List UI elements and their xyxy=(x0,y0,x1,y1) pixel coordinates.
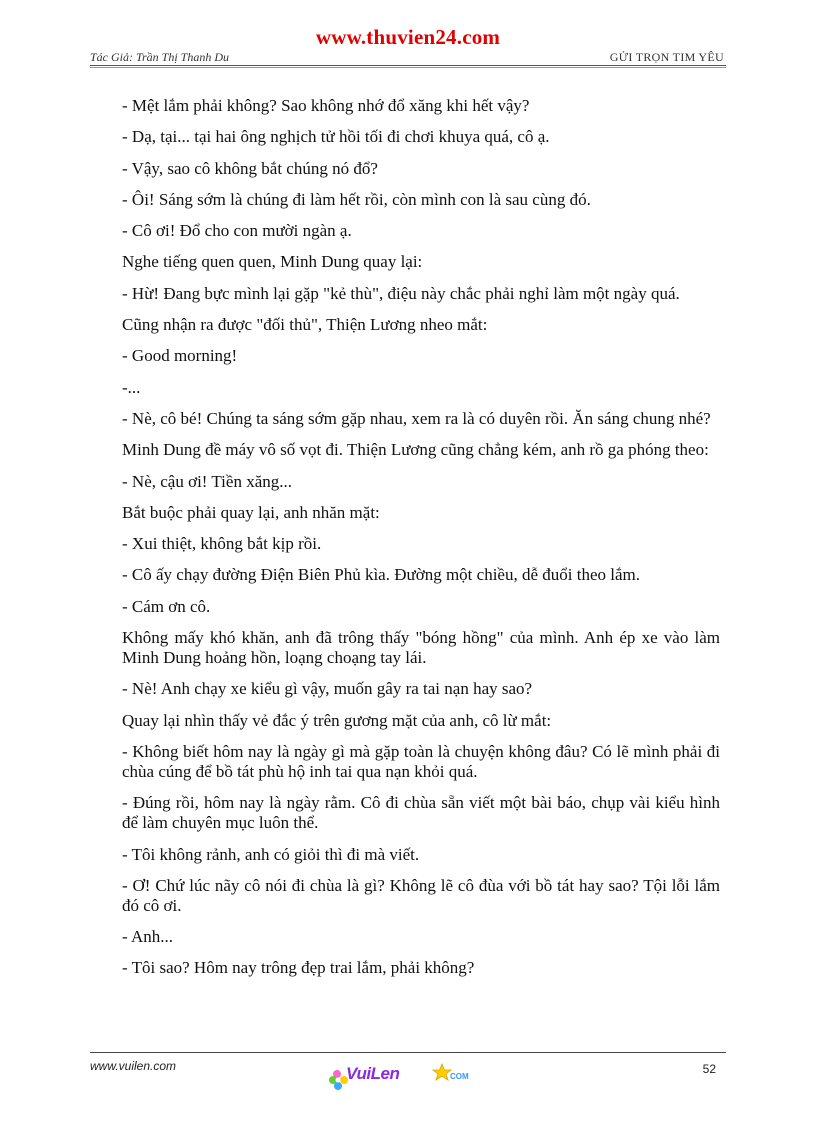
paragraph: - Mệt lắm phải không? Sao không nhớ đổ xăng khi hết vậy? xyxy=(122,96,530,115)
paragraph: Không mấy khó khăn, anh đã trông thấy "bóng hồng" của mình. Anh ép xe vào làm Minh Dung hoảng hồn, loạng choạng tay lái. xyxy=(122,628,720,668)
paragraph: Quay lại nhìn thấy vẻ đắc ý trên gương mặt của anh, cô lừ mắt: xyxy=(122,710,552,730)
paragraph: - Vậy, sao cô không bắt chúng nó đổ? xyxy=(122,158,378,178)
vuilen-logo[interactable] xyxy=(328,1060,488,1098)
footer-divider xyxy=(90,1052,726,1053)
paragraph: - Tôi không rảnh, anh có giỏi thì đi mà viết. xyxy=(122,844,420,864)
paragraph: - Xui thiệt, không bắt kịp rồi. xyxy=(122,534,322,554)
paragraph: - Ơ! Chứ lúc nãy cô nói đi chùa là gì? Không lẽ cô đùa với bồ tát hay sao? Tội lỗi lắm đó cô ơi. xyxy=(122,875,720,915)
paragraph: - Nè, cậu ơi! Tiền xăng... xyxy=(122,471,292,491)
header-site-url[interactable]: www.thuvien24.com xyxy=(315,25,501,49)
paragraph: - Hừ! Đang bực mình lại gặp "kẻ thù", điệu này chắc phải nghỉ làm một ngày quá. xyxy=(122,283,680,303)
paragraph: - Dạ, tại... tại hai ông nghịch tử hồi tối đi chơi khuya quá, cô ạ. xyxy=(122,127,550,147)
header-divider xyxy=(90,65,726,66)
paragraph: Cũng nhận ra được "đối thủ", Thiện Lương nheo mắt: xyxy=(122,315,488,335)
paragraph: - Không biết hôm nay là ngày gì mà gặp toàn là chuyện không đâu? Có lẽ mình phải đi chùa cúng để bồ tát phù hộ inh tai qua nạn khỏi quá. xyxy=(122,741,720,781)
header-author: Tác Giả: Trần Thị Thanh Du xyxy=(90,50,230,64)
paragraph: - Nè, cô bé! Chúng ta sáng sớm gặp nhau, xem ra là có duyên rồi. Ăn sáng chung nhé? xyxy=(122,408,711,428)
paragraph: Nghe tiếng quen quen, Minh Dung quay lại: xyxy=(122,252,423,272)
paragraph: - Đúng rồi, hôm nay là ngày rằm. Cô đi chùa sẵn viết một bài báo, chụp vài kiểu hình để làm chuyên mục luôn thể. xyxy=(122,793,720,833)
paragraph: Bắt buộc phải quay lại, anh nhăn mặt: xyxy=(122,502,380,522)
footer-site[interactable]: www.vuilen.com xyxy=(90,1059,177,1073)
logo-text: VuiLen xyxy=(346,1064,400,1083)
star-icon xyxy=(433,1064,451,1080)
paragraph: - Anh... xyxy=(122,927,173,947)
header-book-title: GỬI TRỌN TIM YÊU xyxy=(609,50,724,64)
paragraph: - Tôi sao? Hôm nay trông đẹp trai lắm, phải không? xyxy=(122,958,475,978)
page-number: 52 xyxy=(702,1062,716,1076)
paragraph: - Cám ơn cô. xyxy=(122,596,211,616)
paragraph: - Ôi! Sáng sớm là chúng đi làm hết rồi, còn mình con là sau cùng đó. xyxy=(122,189,591,209)
paragraph: -... xyxy=(122,377,141,397)
paragraph: - Nè! Anh chạy xe kiểu gì vậy, muốn gây ra tai nạn hay sao? xyxy=(122,679,533,699)
paragraph: - Good morning! xyxy=(122,346,238,366)
paragraph: - Cô ấy chạy đường Điện Biên Phủ kìa. Đường một chiều, dễ đuổi theo lắm. xyxy=(122,565,640,585)
header-divider-secondary xyxy=(90,67,726,68)
body-text xyxy=(122,96,720,990)
logo-suffix: COM xyxy=(450,1072,469,1081)
paragraph: Minh Dung đề máy vô số vọt đi. Thiện Lương cũng chẳng kém, anh rồ ga phóng theo: xyxy=(122,440,709,460)
paragraph: - Cô ơi! Đổ cho con mười ngàn ạ. xyxy=(122,221,352,241)
